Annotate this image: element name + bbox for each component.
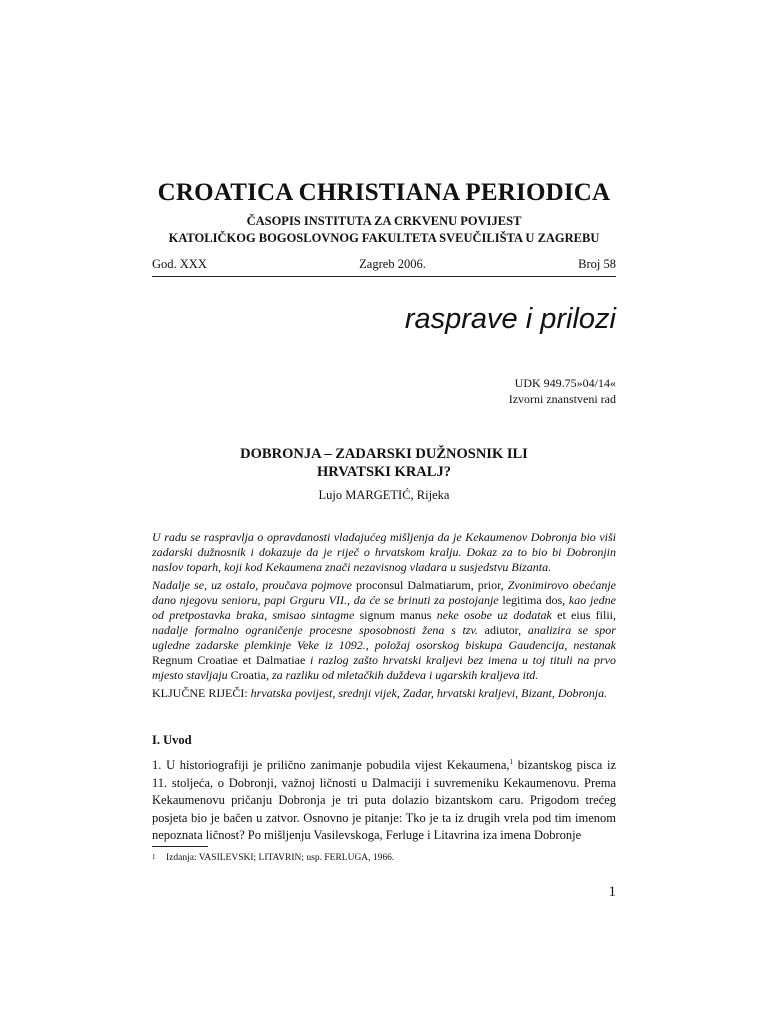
abstract bbox=[152, 530, 616, 701]
article-title bbox=[0, 445, 768, 481]
journal-meta-row bbox=[152, 257, 616, 272]
journal-subtitle-1: ČASOPIS INSTITUTA ZA CRKVENU POVIJEST bbox=[246, 214, 522, 228]
body-text bbox=[152, 757, 616, 845]
volume-label: God. XXX bbox=[152, 257, 207, 271]
keywords-label: KLJUČNE RIJEČI: bbox=[152, 686, 248, 700]
issue-label: Broj 58 bbox=[578, 257, 616, 271]
abstract-paragraph-2: Nadalje se, uz ostalo, proučava pojmove proconsul Dalmatiarum, prior, Zvonimirovo obećanje dano njegovu senioru, papi Grguru VII., da će se brinuti za postojanje legitima dos, kao jedne od pretpostavka braka, smisao sintagme signum manus neke osobe uz dodatak et eius filii, nadalje formalno ograničenje procesne sposobnosti žena s tzv. adiutor, analizira se spor ugledne zadarske plemkinje Veke iz 1092., položaj osorskog biskupa Gaudencija, nestanak Regnum Croatiae et Dalmatiae i razlog zašto hrvatski kraljevi bez imena u toj tituli na prvo mjesto stavljaju Croatia, za razliku od mletačkih duždeva i ugarskih kraljeva itd. bbox=[152, 578, 616, 682]
classification bbox=[509, 375, 616, 407]
header-rule bbox=[152, 276, 616, 277]
article-title-line-2: HRVATSKI KRALJ? bbox=[317, 464, 451, 480]
udk-code: UDK 949.75»04/14« bbox=[514, 376, 616, 390]
article-title-line-1: DOBRONJA – ZADARSKI DUŽNOSNIK ILI bbox=[240, 446, 528, 462]
article-author: Lujo MARGETIĆ, Rijeka bbox=[318, 488, 450, 502]
section-label: rasprave i prilozi bbox=[404, 303, 616, 335]
page-number: 1 bbox=[608, 884, 616, 900]
journal-title: CROATICA CHRISTIANA PERIODICA bbox=[157, 179, 611, 206]
section-heading-uvod: I. Uvod bbox=[152, 733, 192, 747]
abstract-paragraph-1: U radu se raspravlja o opravdanosti vladajućeg mišljenja da je Kekaumenov Dobronja bio viši zadarski dužnosnik i dokazuje da je riječ o hrvatskom kralju. Dokaz za to bio bi Dobronjin naslov toparh, koji kod Kekaumena znači nezavisnog vladara u susjedstvu Bizanta. bbox=[152, 530, 616, 574]
footnote-rule bbox=[152, 846, 208, 847]
footnote-text: Izdanja: VASILEVSKI; LITAVRIN; usp. FERLUGA, 1966. bbox=[166, 853, 395, 863]
place-year: Zagreb 2006. bbox=[359, 257, 426, 271]
keywords bbox=[152, 686, 616, 701]
paper-type: Izvorni znanstveni rad bbox=[508, 392, 616, 406]
journal-subtitle-2: KATOLIČKOG BOGOSLOVNOG FAKULTETA SVEUČILIŠTA U ZAGREBU bbox=[168, 231, 600, 245]
footnote-ref[interactable]: 1 bbox=[509, 757, 514, 766]
body-paragraph-1: 1. U historiografiji je prilično zanimanje pobudila vijest Kekaumena,$^1$ bizantskog pisca iz 11. stoljeća, o Dobronji, važnoj ličnosti u Dalmaciji i suvremeniku Kekaumenovu. Prema Kekaumenovu pričanju Dobronja je tri puta dolazio bizantskom caru. Prigodom trećeg posjeta bio je bačen u zatvor. Osnovno je pitanje: Tko je ta iz drugih vrela pod tim imenom nepoznata ličnost? Po mišljenju Vasilevskoga, Ferluge i Litavrina iza imena Dobronje bbox=[152, 757, 616, 842]
keywords-list: hrvatska povijest, srednji vijek, Zadar, hrvatski kraljevi, Bizant, Dobronja. bbox=[247, 686, 608, 700]
footnote-1 bbox=[152, 853, 394, 863]
footnote-mark: 1 bbox=[152, 853, 156, 861]
